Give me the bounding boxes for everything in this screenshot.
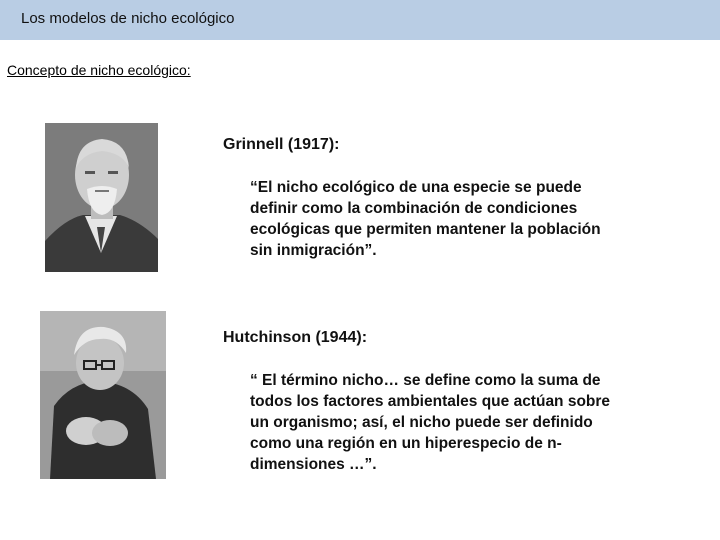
quote-hutchinson	[250, 370, 690, 475]
quote-line: como una región en un hiperespecio de n-	[250, 435, 562, 452]
section-title: Concepto de nicho ecológico:	[7, 62, 191, 78]
quote-line: todos los factores ambientales que actúan sobre	[250, 393, 611, 410]
portrait-photo-hutchinson	[40, 311, 166, 479]
quote-line: “ El término nicho… se define como la suma de	[250, 372, 601, 389]
quote-line: definir como la combinación de condiciones	[250, 200, 578, 217]
portrait-photo-grinnell	[45, 123, 158, 272]
header-bar	[0, 0, 720, 40]
quote-line: ecológicas que permiten mantener la población	[250, 221, 601, 238]
quote-grinnell	[250, 177, 670, 261]
quote-line: “El nicho ecológico de una especie se puede	[250, 179, 582, 196]
page-title: Los modelos de nicho ecológico	[21, 10, 235, 27]
quote-line: un organismo; así, el nicho puede ser definido	[250, 414, 593, 431]
author-grinnell: Grinnell (1917):	[223, 136, 340, 153]
author-hutchinson: Hutchinson (1944):	[223, 329, 368, 346]
quote-line: dimensiones …”.	[250, 456, 377, 473]
quote-line: sin inmigración”.	[250, 242, 377, 259]
